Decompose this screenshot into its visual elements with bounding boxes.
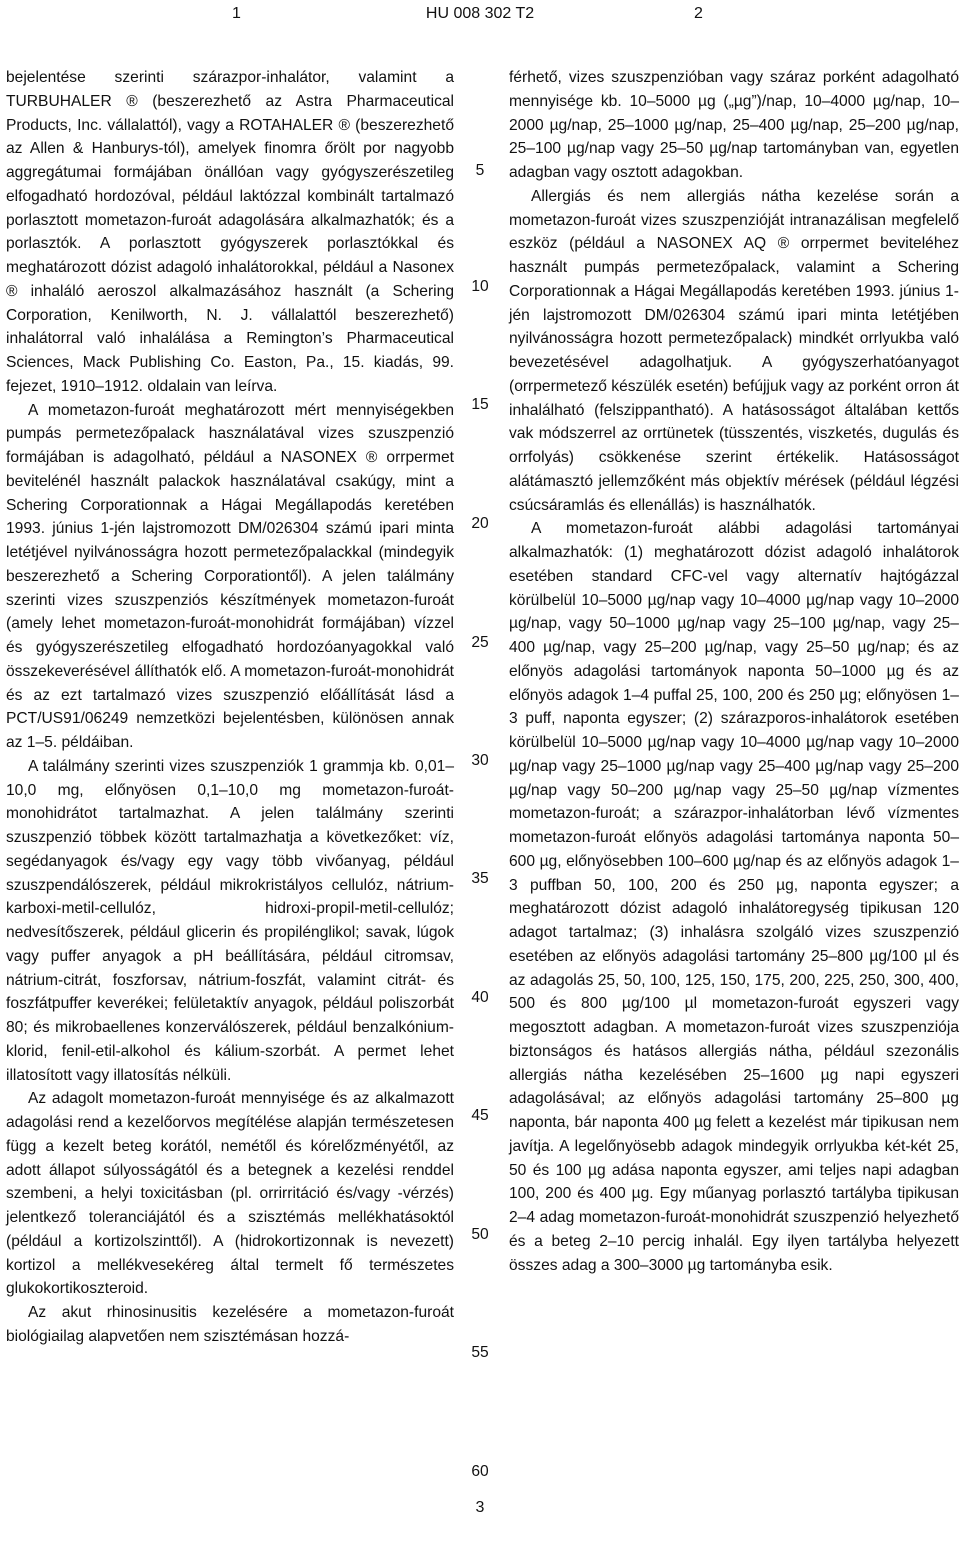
line-number: 60 bbox=[471, 1463, 489, 1480]
line-number: 35 bbox=[471, 870, 489, 887]
line-number: 10 bbox=[471, 278, 489, 295]
paragraph: bejelentése szerinti szárazpor-inhalátor, valamint a TURBUHALER ® (beszerezhető az Astra Pharmaceutical Products, Inc. vállalattól), vagy a ROTAHALER ® (beszerezhető az Allen & Hanburys-tól), amelyek finomra őrölt por nagyobb aggregátumai formájában önállóan vagy gyógyszerészetileg elfogadható hordozóval, például laktózzal kombinált tartalmazó porlasztott mometazon-furoát adagolására alkalmazhatók; és a porlasztók. A porlasztott gyógyszerek porlasztókkal és meghatározott dózist adagoló inhalátorokkal, például a Nasonex ® inhaláló aeroszol alkalmazásához használt (a Schering Corporation, Kenilworth, N. J. vállalattól beszerezhető) inhalátorral való inhalálása a Remington’s Pharmaceutical Sciences, Mack Publishing Co. Easton, Pa., 15. kiadás, 99. fejezet, 1910–1912. oldalain van leírva. bbox=[6, 69, 454, 395]
line-number: 15 bbox=[471, 396, 489, 413]
line-number: 45 bbox=[471, 1107, 489, 1124]
line-number: 5 bbox=[475, 162, 485, 179]
line-number: 50 bbox=[471, 1226, 489, 1243]
line-number: 20 bbox=[471, 515, 489, 532]
document-id: HU 008 302 T2 bbox=[425, 5, 535, 22]
line-number: 40 bbox=[471, 989, 489, 1006]
paragraph: Allergiás és nem allergiás nátha kezelése során a mometazon-furoát vizes szuszpenzióját intranazálisan megfelelő eszköz (például a NASONEX AQ ® orrpermet beviteléhez használt pumpás permetezőpalack, valamint a Schering Corporationnak a Hágai Megállapodás keretében 1993. június 1-jén lajstromozott DM/026304 számú ipari minta letétjében nyilvánosságra hozott permetezőpalack) mindkét orrlyukba való bevezetésével adagolhatjuk. A gyógyszerhatóanyagot (orrpermetező készülék esetén) befújjuk vagy az porként orron át inhalálható (felszippantható). A hatásosságot általában kettős vak módszerrel az orrtünetek (tüsszentés, viszketés, dugulás és orrfolyás) csökkenése szerint értékelik. Hatásosságot alátámasztó jellemzőként más objektív mérések (például légzési csúcsáramlás és ellenállás) is használhatók. bbox=[509, 187, 959, 514]
left-column bbox=[6, 66, 454, 1349]
paragraph: A találmány szerinti vizes szuszpenziók 1 grammja kb. 0,01–10,0 mg, előnyösen 0,1–10,0 mg mometazon-furoát-monohidrátot tartalmazhat. A jelen találmány szerinti szuszpenzió többek között tartalmazhatja a következőket: víz, segédanyagok és/vagy egy vagy több vivőanyag, például szuszpendálószerek, például mikrokristályos cellulóz, nátrium-karboxi-metil-cellulóz, hidroxi-propil-metil-cellulóz; nedvesítőszerek, például glicerin és propilénglikol; savak, lúgok vagy puffer anyagok a pH beállítására, például citromsav, nátrium-citrát, foszforsav, nátrium-foszfát, valamint citrát- és foszfátpuffer keverékei; felületaktív anyagok, például poliszorbát 80; és mikrobaellenes konzerválószerek, például benzalkónium-klorid, fenil-etil-alkohol és kálium-szorbát. A permet lehet illatosított vagy illatosítás nélküli. bbox=[6, 757, 454, 1084]
page-header bbox=[0, 0, 960, 30]
paragraph: A mometazon-furoát alábbi adagolási tartományai alkalmazhatók: (1) meghatározott dózist adagoló inhalátorok esetében standard CFC-vel vagy alternatív hajtógázzal körülbelül 10–5000 µg/nap vagy 10–4000 µg/nap vagy 10–2000 µg/nap, vagy 50–1000 µg/nap vagy 25–100 µg/nap, vagy 25–400 µg/nap, vagy 25–200 µg/nap, vagy 25–50 µg/nap; és az előnyös adagolási tartományok naponta 50–1000 µg és az előnyös adagok 1–4 puffal 25, 100, 200 és 250 µg; előnyösen 1–3 puff, naponta egyszer; (2) szárazporos-inhalátorok esetében körülbelül 10–5000 µg/nap vagy 10–4000 µg/nap vagy 10–2000 µg/nap vagy 25–1000 µg/nap vagy 25–400 µg/nap vagy 25–200 µg/nap vagy 50–200 µg/nap vagy 25–50 µg/nap vízmentes mometazon-furoát; a szárazpor-inhalátorban lévő vízmentes mometazon-furoát előnyös adagolási tartománya naponta 50–600 µg, előnyösebben 100–600 µg/nap és az előnyös adagok 1–3 puffban 50, 100, 200 és 250 µg, naponta egyszer; a meghatározott dózist adagoló inhalátoregység tipikusan 120 adagot tartalmaz; (3) inhalásra szolgáló vizes szuszpenzió esetében az előnyös adagolási tartomány 25–800 µg/100 µl és az adagolás 25, 50, 100, 125, 150, 175, 200, 225, 250, 300, 400, 500 és 800 µg/100 µl mometazon-furoát egyszeri vagy megosztott adagban. A mometazon-furoát vizes szuszpenziója biztonságos és hatásos allergiás nátha, például szezonális allergiás nátha kezelésében 25–1600 µg napi egyszeri adagolásával; az előnyös adagolási tartomány 25–800 µg naponta, bár naponta 400 µg felett a kezelést már tipikusan nem javítja. A legelőnyösebb adagok mindegyik orrlyukba két-két 25, 50 és 100 µg adása naponta egyszer, ami teljes napi adagban 100, 200 és 400 µg. Egy műanyag porlasztó tartályba tipikusan 2–4 adag mometazon-furoát-monohidrát szuszpenzió helyezhető és a beteg 2–10 percig inhalál. Egy ilyen tartályba helyezett összes adag a 300–3000 µg tartományba esik. bbox=[509, 520, 959, 1274]
line-number: 55 bbox=[471, 1344, 489, 1361]
right-column bbox=[509, 66, 959, 1277]
line-number: 30 bbox=[471, 752, 489, 769]
paragraph: A mometazon-furoát meghatározott mért mennyiségekben pumpás permetezőpalack használatával vizes szuszpenzió formájában is adagolható, például a NASONEX ® orrpermet bevitelénél használt palackok használatával csakúgy, mint a Schering Corporationnak a Hágai Megállapodás keretében 1993. június 1-jén lajstromozott DM/026304 számú ipari minta letétjével nyilvánosságra hozott permetezőpalackkal (mindegyik beszerezhető a Schering Corporationtől). A jelen találmány szerinti vizes szuszpenziós készítmények mometazon-furoát (amely lehet mometazon-furoát-monohidrát formájában) vízzel és gyógyszerészetileg elfogadható hordozóanyagokkal való összekeverésével állíthatók elő. A mometazon-furoát-monohidrát és az ezt tartalmazó vizes szuszpenzió előállítását lásd a PCT/US91/06249 nemzetközi bejelentésben, különösen annak az 1–5. példáiban. bbox=[6, 401, 454, 751]
paragraph: Az akut rhinosinusitis kezelésére a mometazon-furoát biológiailag alapvetően nem szisztémásan hozzá- bbox=[6, 1304, 454, 1345]
paragraph: Az adagolt mometazon-furoát mennyisége és az alkalmazott adagolási rend a kezelőorvos megítélése alapján természetesen függ a kezelt beteg korától, nemétől és kórelőzményétől, az adott állapot súlyosságától és a betegnek a kezelési renddel szembeni, a helyi toxicitásban (pl. orrirritáció és/vagy -vérzés) jelentkező toleranciájától és a szisztémás mellékhatásoktól (például a kortizolszinttől). A (hidrokortizonnak is nevezett) kortizol a mellékvesekéreg által termelt fő természetes glukokortikoszteroid. bbox=[6, 1090, 454, 1298]
right-page-number: 2 bbox=[694, 5, 703, 22]
page-number: 3 bbox=[475, 1499, 485, 1516]
paragraph: férhető, vizes szuszpenzióban vagy száraz porként adagolható mennyisége kb. 10–5000 µg („µg”)/nap, 10–4000 µg/nap, 10–2000 µg/nap, 25–1000 µg/nap, 25–400 µg/nap, 25–200 µg/nap, 25–100 µg/nap vagy 25–50 µg/nap tartományban van, egyetlen adagban vagy osztott adagokban. bbox=[509, 69, 959, 181]
line-number: 25 bbox=[471, 634, 489, 651]
left-page-number: 1 bbox=[232, 5, 241, 22]
